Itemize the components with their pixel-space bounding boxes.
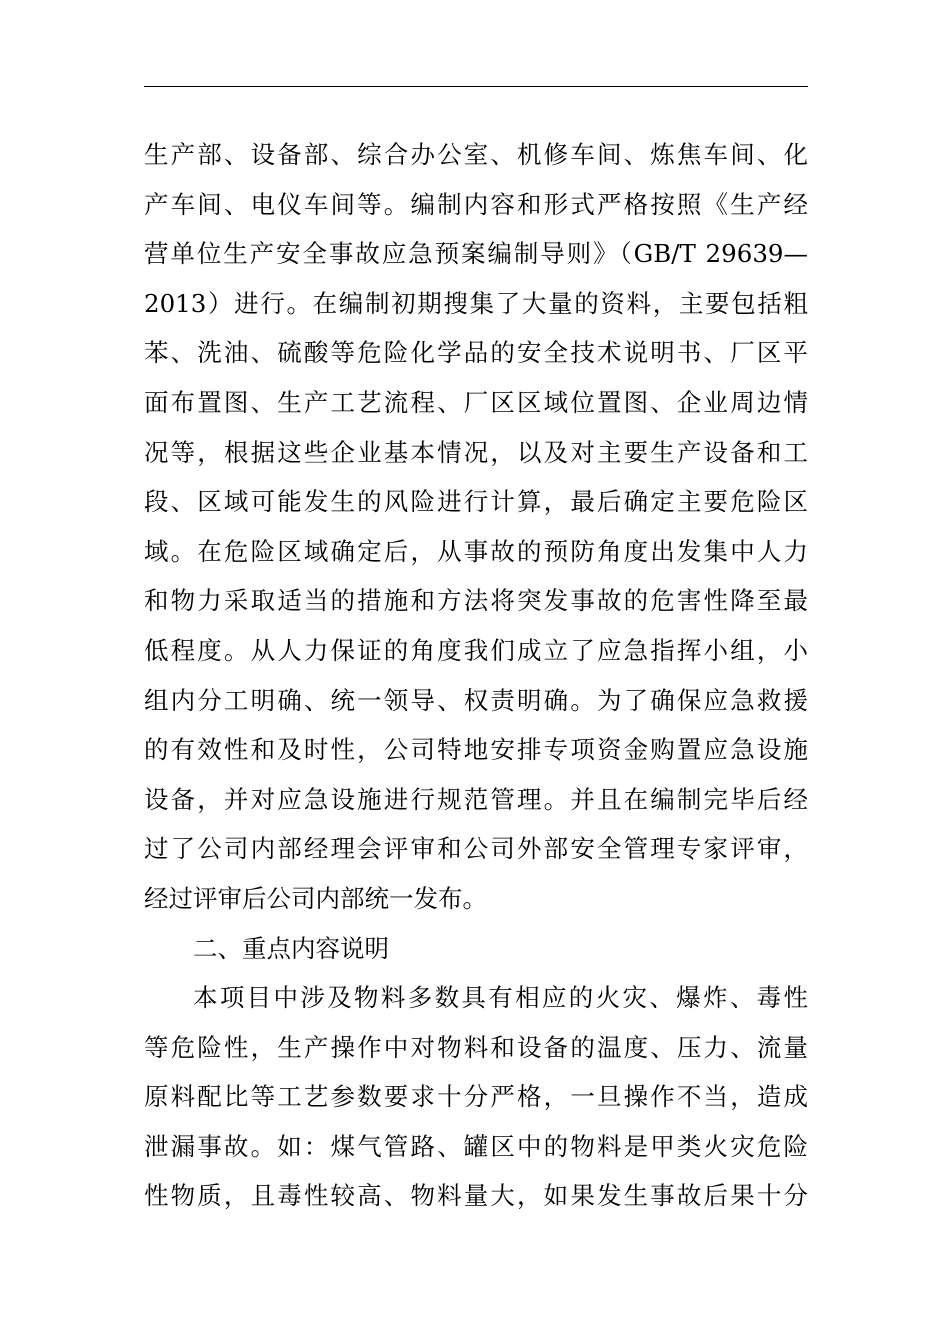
text-line: 的有效性和及时性，公司特地安排专项资金购置应急设施: [144, 735, 808, 765]
text-line: 等危险性，生产操作中对物料和设备的温度、压力、流量: [144, 1032, 808, 1062]
text-line: 况等，根据这些企业基本情况，以及对主要生产设备和工: [144, 437, 808, 467]
text-line: 泄漏事故。如：煤气管路、罐区中的物料是甲类火灾危险: [144, 1131, 808, 1161]
text-line: 产车间、电仪车间等。编制内容和形式严格按照《生产经: [144, 189, 808, 219]
text-line: 2013）进行。在编制初期搜集了大量的资料，主要包括粗: [144, 288, 808, 318]
text-line: 低程度。从人力保证的角度我们成立了应急指挥小组，小: [144, 635, 808, 665]
header-rule: [144, 86, 808, 87]
text-line: 生产部、设备部、综合办公室、机修车间、炼焦车间、化: [144, 140, 808, 169]
text-line: 段、区域可能发生的风险进行计算，最后确定主要危险区: [144, 487, 808, 517]
body-text: [144, 130, 808, 1221]
text-line: 域。在危险区域确定后，从事故的预防角度出发集中人力: [144, 536, 808, 566]
text-line: 面布置图、生产工艺流程、厂区区域位置图、企业周边情: [144, 387, 808, 417]
paragraph-first-line: 本项目中涉及物料多数具有相应的火灾、爆炸、毒性: [193, 983, 808, 1013]
text-line: 营单位生产安全事故应急预案编制导则》（GB/T 29639—: [144, 239, 808, 269]
text-line: 组内分工明确、统一领导、权责明确。为了确保应急救援: [144, 685, 808, 715]
text-line: 性物质，且毒性较高、物料量大，如果发生事故后果十分: [144, 1181, 808, 1211]
text-line: 苯、洗油、硫酸等危险化学品的安全技术说明书、厂区平: [144, 338, 808, 368]
text-line: 和物力采取适当的措施和方法将突发事故的危害性降至最: [144, 586, 808, 616]
text-line: 过了公司内部经理会评审和公司外部安全管理专家评审，: [144, 834, 808, 864]
text-line: 原料配比等工艺参数要求十分严格，一旦操作不当，造成: [144, 1082, 808, 1112]
section-heading: 二、重点内容说明: [193, 933, 389, 963]
text-line: 经过评审后公司内部统一发布。: [144, 883, 487, 913]
text-line: 设备，并对应急设施进行规范管理。并且在编制完毕后经: [144, 784, 808, 814]
